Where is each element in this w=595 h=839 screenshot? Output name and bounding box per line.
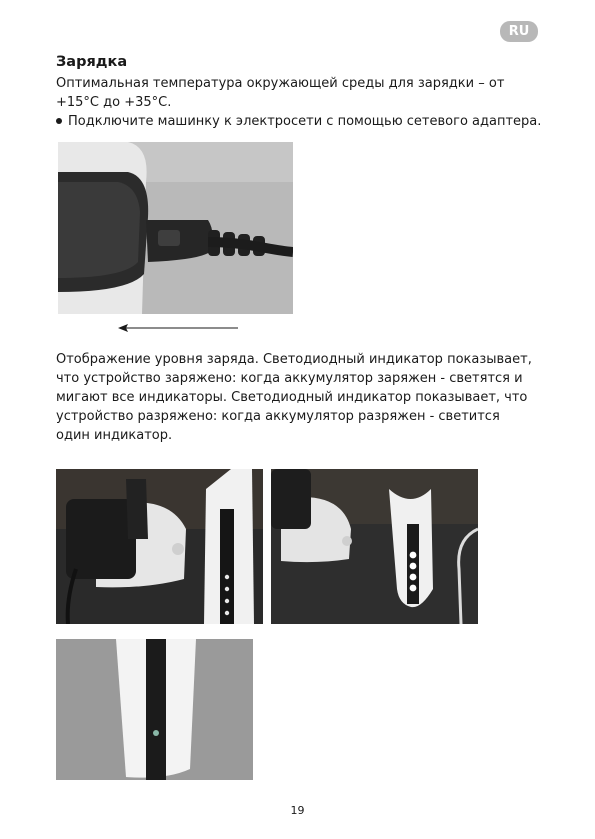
bullet-text: Подключите машинку к электросети с помощью сетевого адаптера. xyxy=(68,114,542,129)
bullet-item xyxy=(56,112,546,131)
language-badge: RU xyxy=(500,21,538,42)
page-number: 19 xyxy=(290,804,305,817)
bullet-dot-icon xyxy=(56,118,62,124)
charging-temperature-text: Оптимальная температура окружающей среды для зарядки – от +15°C до +35°C. xyxy=(56,76,505,110)
charge-level-text: Отображение уровня заряда. Светодиодный индикатор показывает, что устройство заряжено: когда аккумулятор заряжен - светятся и мигают все индикаторы. Светодиодный индикатор показывает, что устройство разряжено: когда аккумулятор разряжен - светится один индикатор. xyxy=(56,352,532,443)
photo-charging-adapter xyxy=(56,469,263,624)
photo-all-indicators-lit xyxy=(271,469,478,624)
photo-plug-connection xyxy=(58,142,293,314)
direction-arrow-icon xyxy=(118,322,240,334)
section-title: Зарядка xyxy=(56,54,128,70)
photo-single-indicator xyxy=(56,639,253,780)
